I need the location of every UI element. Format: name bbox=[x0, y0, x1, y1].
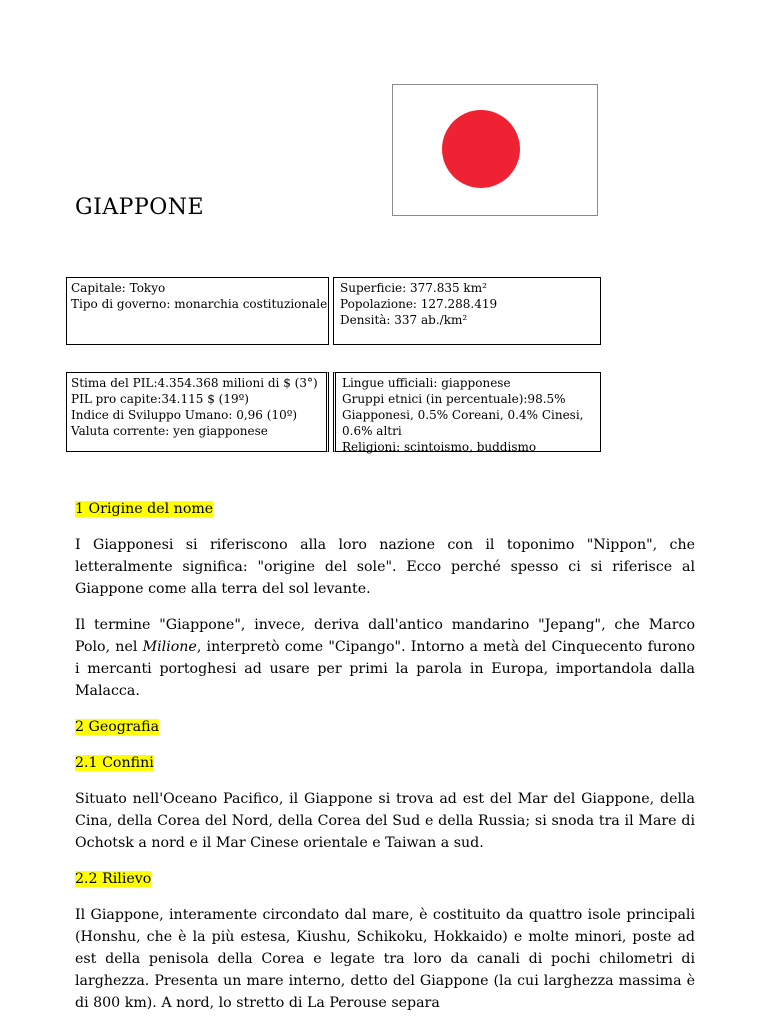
page-title: GIAPPONE bbox=[75, 195, 205, 220]
subsection-heading: 2.1 Confini bbox=[75, 755, 154, 771]
info-line: Gruppi etnici (in percentuale):98.5% Giapponesi, 0.5% Coreani, 0.4% Cinesi, 0.6% altri bbox=[342, 392, 584, 438]
info-line: Capitale: Tokyo bbox=[71, 281, 166, 295]
info-line: Indice di Sviluppo Umano: 0,96 (10º) bbox=[71, 408, 298, 422]
info-line: Valuta corrente: yen giapponese bbox=[71, 424, 268, 438]
info-box-area bbox=[333, 277, 601, 345]
italic-book-title: Milione bbox=[142, 639, 197, 655]
info-box-economy bbox=[66, 372, 329, 452]
japan-flag-icon bbox=[392, 84, 598, 216]
info-line: Tipo di governo: monarchia costituzionale bbox=[71, 297, 328, 311]
subsection-heading: 2.2 Rilievo bbox=[75, 871, 152, 887]
info-box-people bbox=[333, 372, 601, 452]
info-line: Popolazione: 127.288.419 bbox=[340, 297, 498, 311]
section-heading: 1 Origine del nome bbox=[75, 501, 214, 517]
info-line: Superficie: 377.835 km² bbox=[340, 281, 487, 295]
paragraph: Il Giappone, interamente circondato dal mare, è costituito da quattro isole principali (Honshu, che è la più estesa, Kiushu, Schikoku, Hokkaido) e molte minori, poste ad est della penisola della Corea e legate tra loro da canali di pochi chilometri di larghezza. Presenta un mare interno, detto del Giappone (la cui larghezza massima è di 800 km). A nord, lo stretto di La Perouse separa bbox=[75, 907, 695, 1011]
info-line: Lingue ufficiali: giapponese bbox=[342, 376, 511, 390]
flag-red-disc bbox=[442, 110, 520, 188]
info-line: Religioni: scintoismo, buddismo bbox=[342, 440, 537, 454]
info-line: Densità: 337 ab./km² bbox=[340, 313, 468, 327]
document-body bbox=[75, 498, 695, 1028]
info-box-capital bbox=[66, 277, 329, 345]
info-line: PIL pro capite:34.115 $ (19º) bbox=[71, 392, 249, 406]
paragraph: Situato nell'Oceano Pacifico, il Giappone si trova ad est del Mar del Giappone, della Cina, della Corea del Nord, della Corea del Sud e della Russia; si snoda tra il Mare di Ochotsk a nord e il Mar Cinese orientale e Taiwan a sud. bbox=[75, 791, 695, 851]
paragraph: Il termine "Giappone", invece, deriva dall'antico mandarino "Jepang", che Marco Polo, nel Milione, interpretò come "Cipango". Intorno a metà del Cinquecento furono i mercanti portoghesi ad usare per primi la parola in Europa, importandola dalla Malacca. bbox=[75, 617, 695, 699]
info-line: Stima del PIL:4.354.368 milioni di $ (3°) bbox=[71, 376, 318, 390]
section-heading: 2 Geografia bbox=[75, 719, 160, 735]
paragraph: I Giapponesi si riferiscono alla loro nazione con il toponimo "Nippon", che letteralmente significa: "origine del sole". Ecco perché spesso ci si riferisce al Giappone come alla terra del sol levante. bbox=[75, 537, 695, 597]
